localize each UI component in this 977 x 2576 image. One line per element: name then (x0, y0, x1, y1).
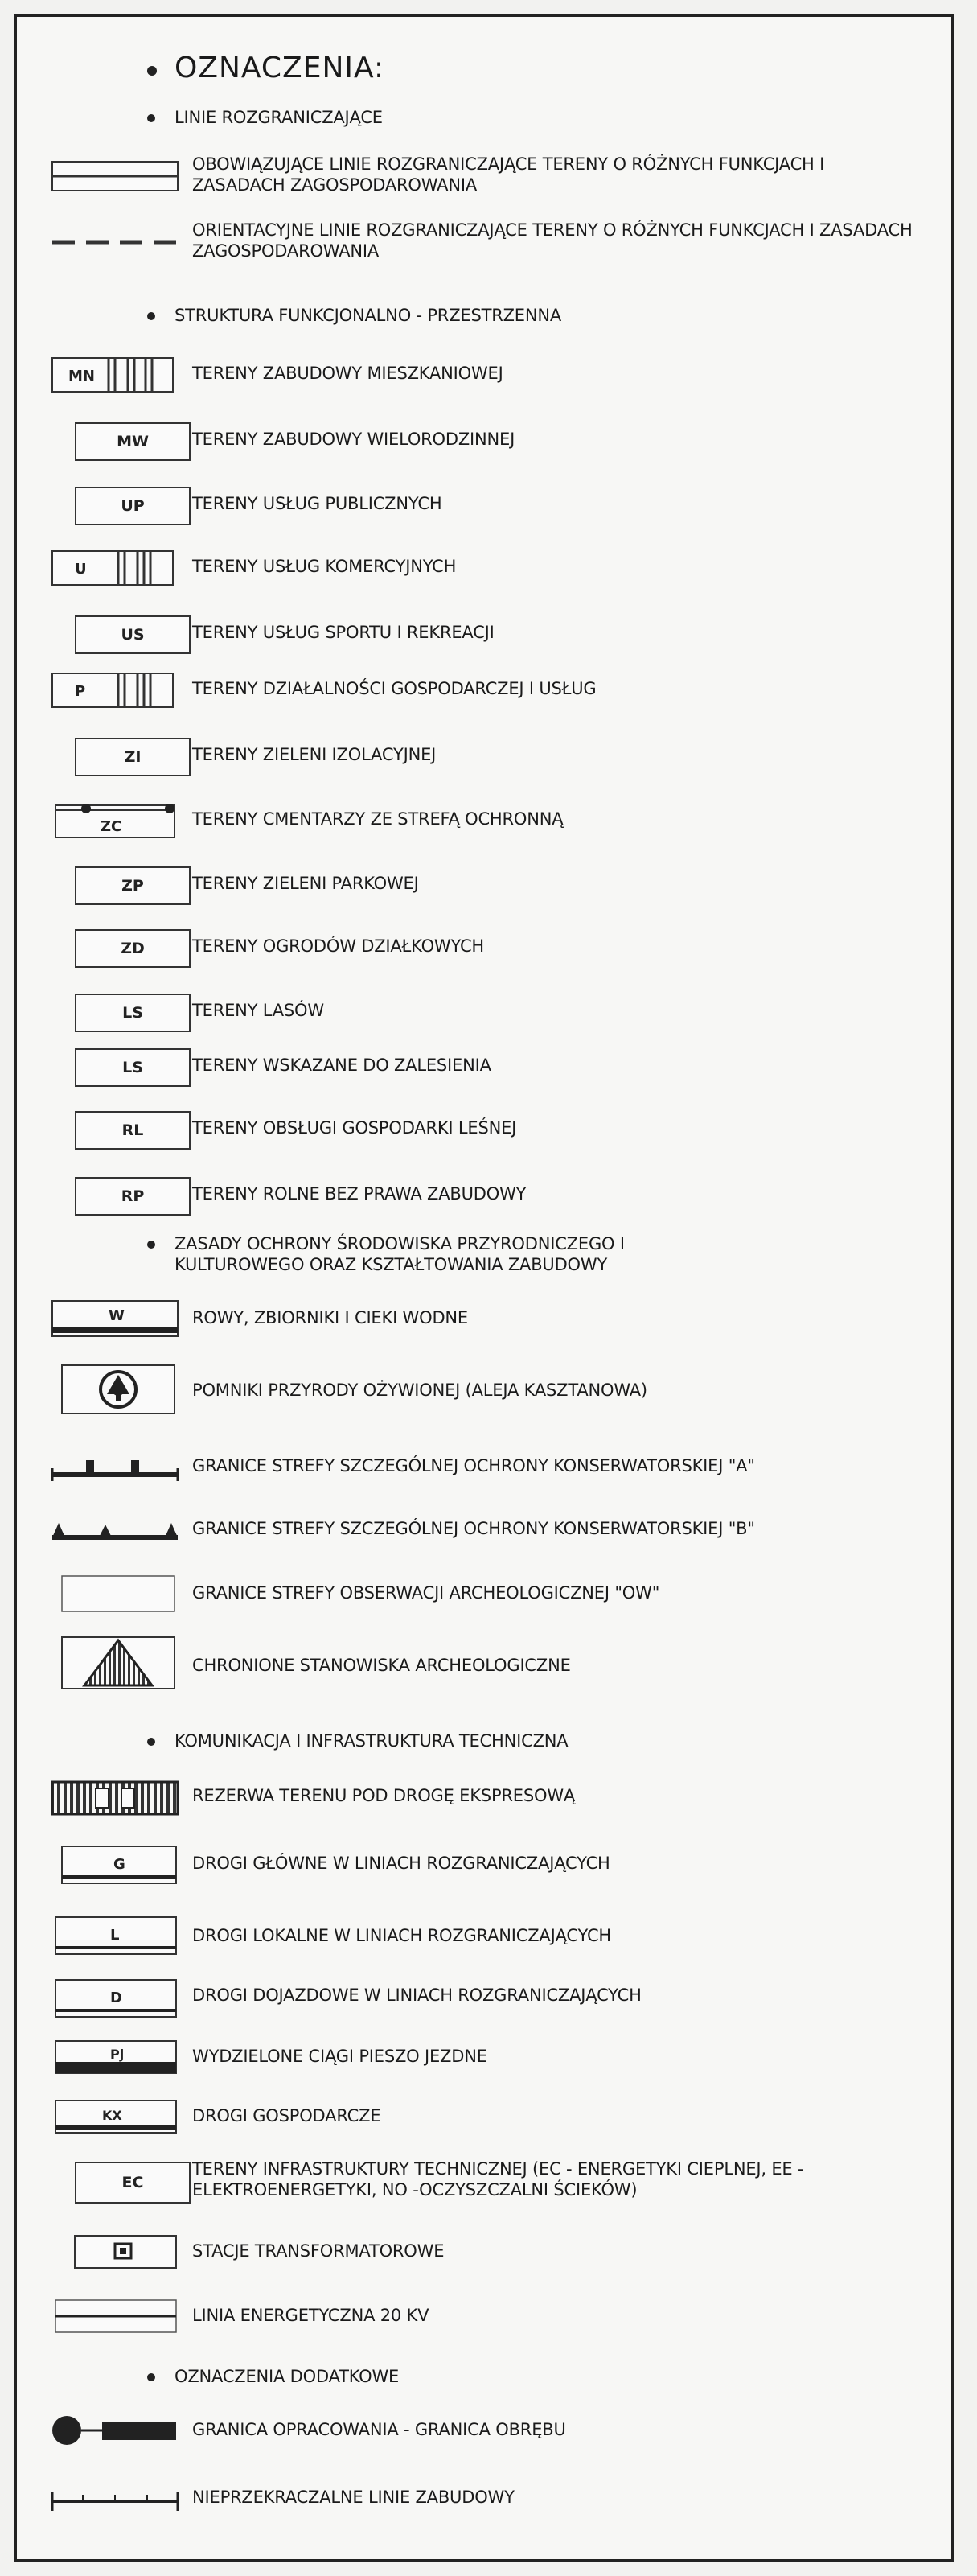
box-icon: RL (75, 1111, 191, 1150)
legend-item: W ROWY, ZBIORNIKI I CIEKI WODNE (17, 1296, 951, 1344)
bullet-icon (147, 1738, 155, 1746)
border-ow-icon (51, 1573, 179, 1615)
legend-item: MN TERENY ZABUDOWY MIESZKANIOWEJ (17, 353, 951, 398)
legend-item: LS TERENY WSKAZANE DO ZALESIENIA (17, 1043, 951, 1088)
legend-item: G DROGI GŁÓWNE W LINIACH ROZGRANICZAJĄCYCH (17, 1841, 951, 1890)
symbol-code: D (110, 1990, 122, 2006)
road-l-icon (51, 1916, 179, 1957)
line-solid-double-icon (51, 158, 179, 194)
legend-item: ORIENTACYJNE LINIE ROZGRANICZAJĄCE TERENY O RÓŻNYCH FUNKCJACH I ZASADACH ZAGOSPODAROWANIA (17, 218, 951, 266)
road-g-icon (51, 1845, 179, 1887)
legend-title: OZNACZENIA: (174, 51, 385, 84)
legend-item: LS TERENY LASÓW (17, 989, 951, 1034)
legend-frame (14, 14, 954, 2562)
bullet-icon (147, 312, 155, 320)
border-a-icon (51, 1444, 179, 1486)
legend-item: REZERWA TERENU POD DROGĘ EKSPRESOWĄ (17, 1774, 951, 1822)
legend-item: STACJE TRANSFORMATOROWE (17, 2229, 951, 2274)
legend-item: GRANICE STREFY SZCZEGÓLNEJ OCHRONY KONSERWATORSKIEJ "B" (17, 1504, 951, 1552)
bullet-icon (147, 2373, 155, 2381)
legend-item: CHRONIONE STANOWISKA ARCHEOLOGICZNE (17, 1634, 951, 1692)
transformer-icon (51, 2232, 179, 2271)
boundary-icon (51, 2411, 179, 2450)
legend-item: ZC TERENY CMENTARZY ZE STREFĄ OCHRONNĄ (17, 796, 951, 844)
legend-item: UP TERENY USŁUG PUBLICZNYCH (17, 482, 951, 527)
tree-monument-icon (51, 1364, 179, 1415)
legend-item: GRANICA OPRACOWANIA - GRANICA OBRĘBU (17, 2408, 951, 2453)
express-road-icon (51, 1779, 179, 1817)
legend-item: KX DROGI GOSPODARCZE (17, 2096, 951, 2141)
legend-item: Pj WYDZIELONE CIĄGI PIESZO JEZDNE (17, 2036, 951, 2081)
box-icon: US (75, 615, 191, 654)
legend-item: ZP TERENY ZIELENI PARKOWEJ (17, 862, 951, 907)
symbol-code: KX (102, 2108, 122, 2123)
legend-item: U TERENY USŁUG KOMERCYJNYCH (17, 546, 951, 591)
legend-item: RL TERENY OBSŁUGI GOSPODARKI LEŚNEJ (17, 1106, 951, 1151)
legend-item: ZD TERENY OGRODÓW DZIAŁKOWYCH (17, 924, 951, 969)
legend-item: D DROGI DOJAZDOWE W LINIACH ROZGRANICZAJĄCYCH (17, 1975, 951, 2023)
box-hatched-icon (51, 356, 179, 393)
bullet-icon (147, 114, 155, 122)
legend-title-row (17, 51, 951, 91)
box-cemetery-icon (51, 799, 179, 841)
legend-item: OBOWIĄZUJĄCE LINIE ROZGRANICZAJĄCE TERENY O RÓŻNYCH FUNKCJACH I ZASADACH ZAGOSPODAROWANIA (17, 152, 951, 200)
bullet-icon (147, 66, 157, 76)
legend-item: GRANICE STREFY OBSERWACJI ARCHEOLOGICZNEJ "OW" (17, 1570, 951, 1618)
road-d-icon (51, 1978, 179, 2020)
symbol-code: U (75, 561, 87, 578)
symbol-code: L (110, 1927, 120, 1944)
archaeology-triangle-icon (51, 1636, 179, 1690)
box-icon: LS (75, 1048, 191, 1087)
box-icon: ZP (75, 866, 191, 905)
legend-item: L DROGI LOKALNE W LINIACH ROZGRANICZAJĄCYCH (17, 1912, 951, 1961)
box-icon: MW (75, 422, 191, 461)
box-icon: ZD (75, 929, 191, 968)
box-hatched-icon (51, 672, 179, 709)
symbol-code: G (113, 1856, 125, 1873)
water-icon (51, 1299, 179, 1341)
border-b-icon (51, 1507, 179, 1549)
line-dashed-icon (51, 224, 179, 260)
legend-item: US TERENY USŁUG SPORTU I REKREACJI (17, 611, 951, 656)
section-heading: STRUKTURA FUNKCJONALNO - PRZESTRZENNA (17, 305, 951, 329)
building-line-icon (51, 2479, 179, 2517)
box-hatched-icon (51, 549, 179, 586)
box-icon: ZI (75, 738, 191, 776)
legend-item: ZI TERENY ZIELENI IZOLACYJNEJ (17, 733, 951, 778)
section-heading: KOMUNIKACJA I INFRASTRUKTURA TECHNICZNA (17, 1730, 951, 1755)
box-icon: UP (75, 487, 191, 525)
road-kx-icon (51, 2099, 179, 2138)
box-icon: LS (75, 994, 191, 1032)
symbol-code: MN (68, 368, 95, 385)
legend-item: EC TERENY INFRASTRUKTURY TECHNICZNEJ (EC - ENERGETYKI CIEPLNEJ, EE - ELEKTROENERGETYKI, NO -OCZYSZCZALNI ŚCIEKÓW) (17, 2154, 951, 2212)
legend-item: GRANICE STREFY SZCZEGÓLNEJ OCHRONY KONSERWATORSKIEJ "A" (17, 1441, 951, 1489)
legend-item: MW TERENY ZABUDOWY WIELORODZINNEJ (17, 418, 951, 463)
legend (17, 17, 951, 2559)
symbol-code: ZC (101, 818, 122, 835)
legend-item: NIEPRZEKRACZALNE LINIE ZABUDOWY (17, 2475, 951, 2520)
section-heading: ZASADY OCHRONY ŚRODOWISKA PRZYRODNICZEGO I KULTUROWEGO ORAZ KSZTAŁTOWANIA ZABUDOWY (17, 1233, 951, 1282)
box-icon: RP (75, 1177, 191, 1216)
legend-item: LINIA ENERGETYCZNA 20 KV (17, 2294, 951, 2339)
section-heading: LINIE ROZGRANICZAJĄCE (17, 107, 951, 131)
symbol-code: Pj (110, 2047, 125, 2062)
legend-item: RP TERENY ROLNE BEZ PRAWA ZABUDOWY (17, 1172, 951, 1217)
legend-item: P TERENY DZIAŁALNOŚCI GOSPODARCZEJ I USŁUG (17, 669, 951, 714)
road-pj-icon (51, 2039, 179, 2078)
symbol-code: W (109, 1307, 125, 1324)
legend-item: POMNIKI PRZYRODY OŻYWIONEJ (ALEJA KASZTANOWA) (17, 1362, 951, 1418)
power-line-icon (51, 2297, 179, 2335)
symbol-code: P (75, 683, 86, 700)
bullet-icon (147, 1241, 155, 1249)
section-heading: OZNACZENIA DODATKOWE (17, 2366, 951, 2390)
box-icon: EC (75, 2162, 191, 2204)
